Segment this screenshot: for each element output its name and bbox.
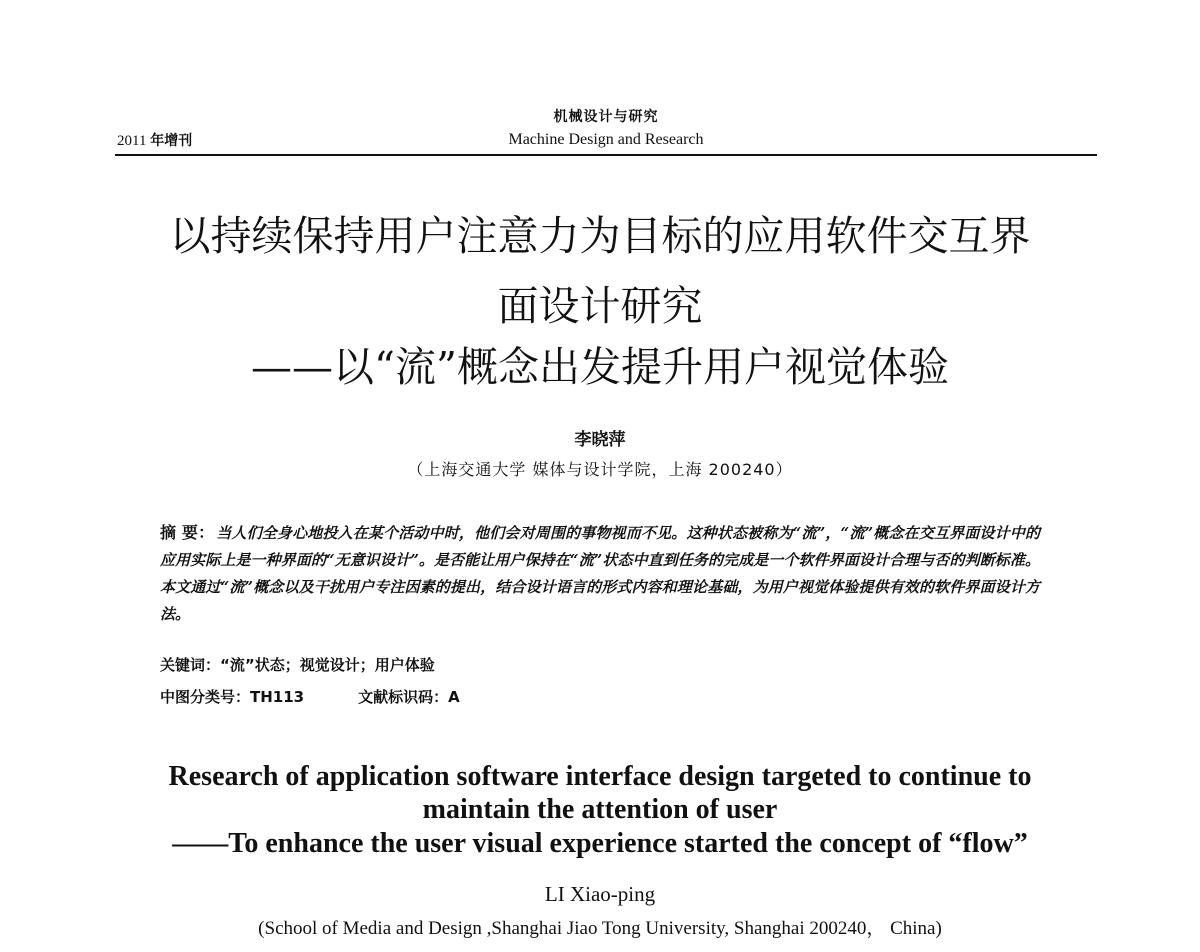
- keywords-label: 关键词：: [160, 656, 221, 674]
- running-header: [115, 100, 1097, 158]
- abstract-text: 当人们全身心地投入在某个活动中时，他们会对周围的事物视而不见。这种状态被称为“流”，“流”概念在交互界面设计中的应用实际上是一种界面的“无意识设计”。是否能让用户保持在“流”状态中直到任务的完成是一个软件界面设计合理与否的判断标准。本文通过“流”概念以及干扰用户专注因素的提出，结合设计语言的形式内容和理论基础，为用户视觉体验提供有效的软件界面设计方法。: [160, 524, 1040, 623]
- subtitle-en: ——To enhance the user visual experience started the concept of “flow”: [172, 828, 1028, 859]
- keywords-text: “流”状态；视觉设计；用户体验: [220, 656, 435, 674]
- clc-value: TH113: [250, 688, 305, 706]
- affiliation-cn: （上海交通大学 媒体与设计学院，上海 200240）: [407, 460, 793, 479]
- abstract-label: 摘 要：: [160, 523, 215, 542]
- issue-type: 年增刊: [150, 133, 193, 149]
- header-rule: [115, 154, 1097, 156]
- issue-year: 2011: [117, 133, 147, 149]
- classification-line: [160, 686, 460, 707]
- title-cn-line1: 以持续保持用户注意力为目标的应用软件交互界: [169, 212, 1031, 260]
- doc-code-value: A: [448, 688, 460, 706]
- journal-name-en: Machine Design and Research: [508, 131, 704, 148]
- clc-label: 中图分类号：: [160, 688, 251, 706]
- title-en-line2: maintain the attention of user: [422, 794, 778, 825]
- subtitle-cn: ——以“流”概念出发提升用户视觉体验: [251, 343, 949, 391]
- author-en: LI Xiao-ping: [544, 882, 656, 906]
- author-cn: 李晓萍: [574, 430, 626, 450]
- affiliation-en: (School of Media and Design ,Shanghai Jiao Tong University, Shanghai 200240， China): [258, 918, 942, 939]
- journal-name-cn: 机械设计与研究: [553, 109, 659, 125]
- title-cn-line2: 面设计研究: [497, 282, 703, 330]
- title-en-line1: Research of application software interface design targeted to continue to: [168, 761, 1032, 792]
- doc-code-label: 文献标识码：: [358, 688, 449, 706]
- abstract-cn: [160, 519, 1040, 628]
- keywords-cn: [160, 654, 435, 675]
